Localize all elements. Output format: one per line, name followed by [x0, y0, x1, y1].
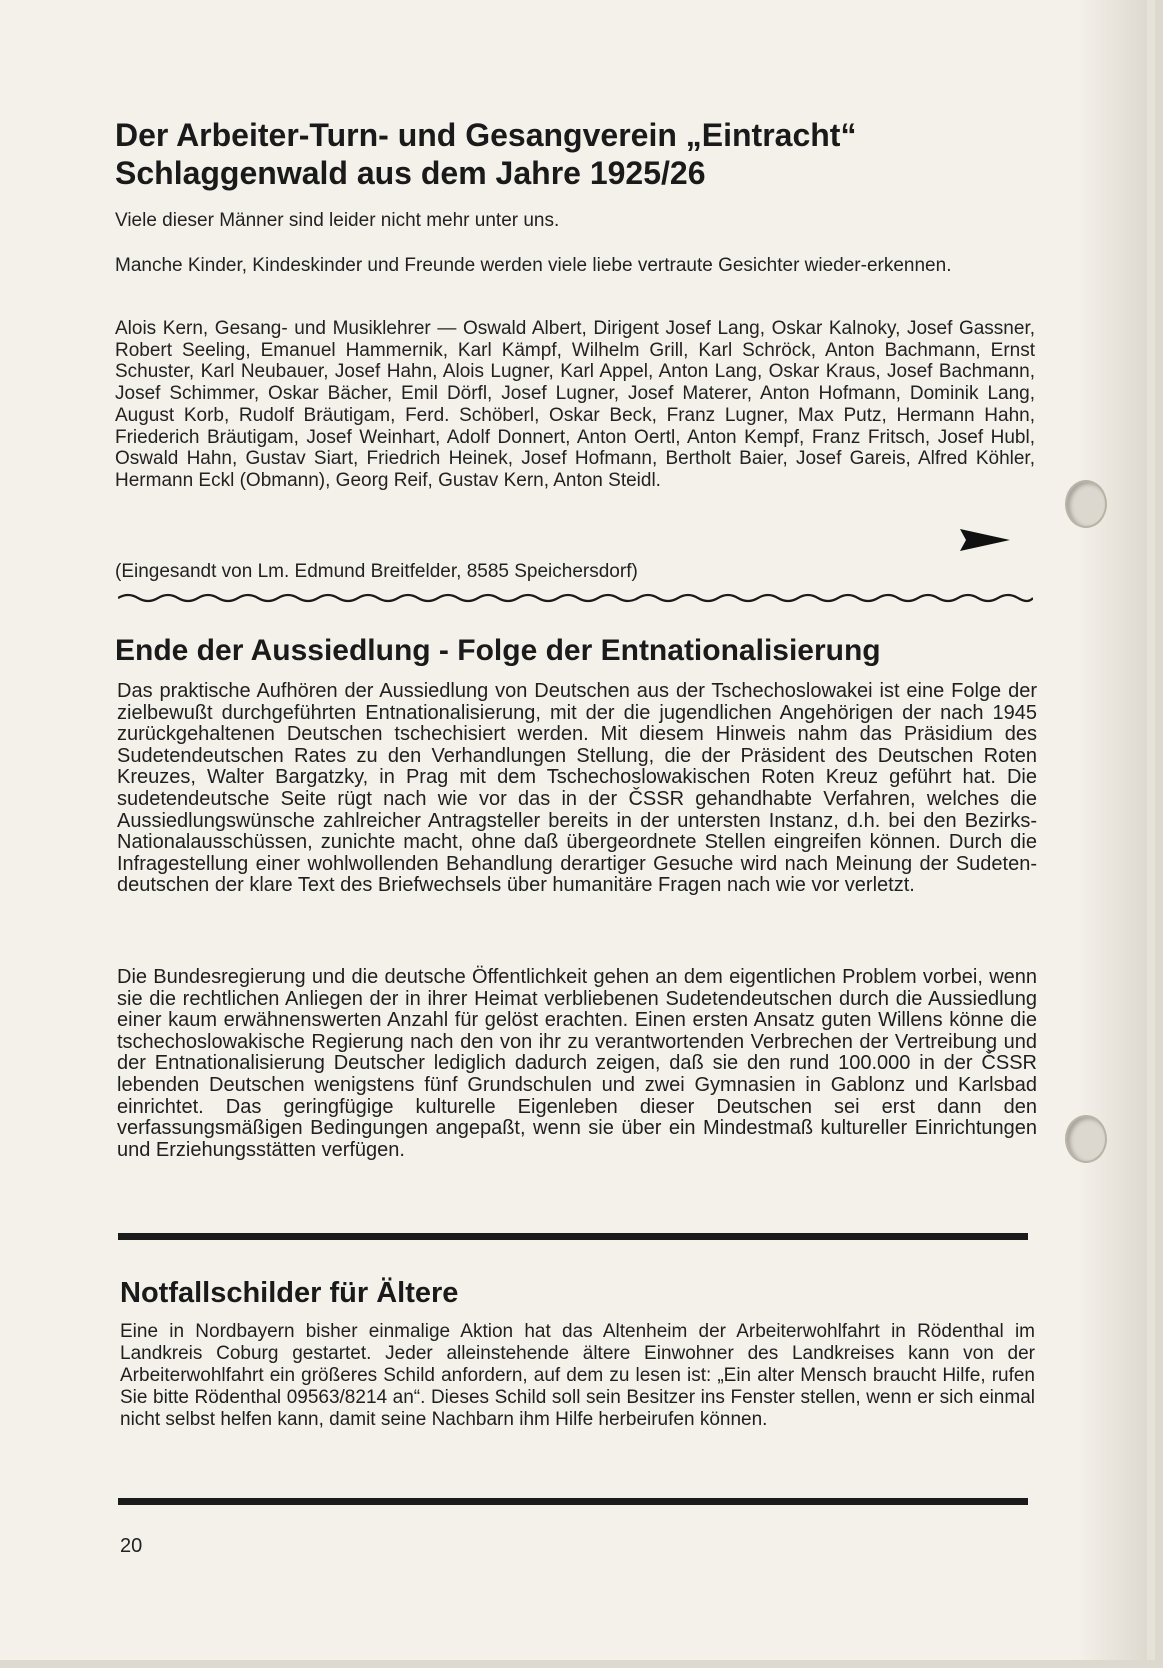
article2-paragraph1: Das praktische Aufhören der Aussiedlung von Deutschen aus der Tschechoslowakei ist eine Folge der zielbewußt durchgeführten Entnationalisierung, mit der die jugendlichen Angehörigen der nach 1945 zurückgehaltenen Deutschen tschechisiert werden. Mit diesem Hinweis nahm das Präsidium des Sudetendeutschen Rates zu den Verhandlungen Stellung, die der Präsident des Deutschen Roten Kreuzes, Walter Bargatzky, in Prag mit dem Tschechoslowakischen Roten Kreuz geführt hat. Die sudetendeutsche Seite rügt nach wie vor das in der ČSSR gehandhabte Verfahren, welches die Aussiedlungswünsche zahlreicher Antragsteller bereits in der untersten Instanz, d.h. bei den Bezirks-Nationalausschüssen, zunichte macht, ohne daß übergeordnete Stellen eingreifen können. Durch die Infragestellung einer wohlwollenden Behandlung derartiger Gesuche wird nach Meinung der Sudeten-deutschen der klare Text des Briefwechsels über humanitäre Fragen nach wie vor verletzt.	[117, 680, 1037, 897]
section-rule-2	[118, 1498, 1028, 1505]
article3-title: Notfallschilder für Ältere	[120, 1277, 459, 1309]
article3-body: Eine in Nordbayern bisher einmalige Aktion hat das Altenheim der Arbeiterwohlfahrt in Rödenthal im Landkreis Coburg gestartet. Jeder alleinstehende ältere Einwohner des Landkreises kann von der Arbeiterwohlfahrt ein größeres Schild anfordern, auf dem zu lesen ist: „Ein alter Mensch braucht Hilfe, rufen Sie bitte Rödenthal 09563/8214 an“. Dieses Schild soll sein Besitzer ins Fenster stellen, wenn er sich einmal nicht selbst helfen kann, damit seine Nachbarn ihm Hilfe herbeirufen können.	[120, 1321, 1035, 1430]
article2-title: Ende der Aussiedlung - Folge der Entnationalisierung	[115, 634, 881, 667]
punch-hole-bottom	[1065, 1115, 1107, 1163]
article1-title-line1: Der Arbeiter-Turn- und Gesangverein „Eintracht“	[115, 117, 857, 153]
continue-arrow-icon	[960, 525, 1010, 555]
article1-intro2: Manche Kinder, Kindeskinder und Freunde werden viele liebe vertraute Gesichter wieder-erkennen.	[115, 255, 952, 276]
article2-paragraph2: Die Bundesregierung und die deutsche Öffentlichkeit gehen an dem eigentlichen Problem vorbei, wenn sie die rechtlichen Anliegen der in ihrer Heimat verbliebenen Sudetendeutschen durch die Aussiedlung einer kaum erwähnenswerten Anzahl für gelöst erachten. Einen ersten Ansatz guten Willens könne die tschechoslowakische Regierung nach den von ihr zu verantwortenden Verbrechen der Vertreibung und der Entnationalisierung Deutscher lediglich dadurch zeigen, daß sie den rund 100.000 in der ČSSR lebenden Deutschen wenigstens fünf Grundschulen und zwei Gymnasien in Gablonz und Karlsbad einrichtet. Das geringfügige kulturelle Eigenleben dieser Deutschen sei erst dann den verfassungsmäßigen Bedingungen angepaßt, wenn sie über ein Mindestmaß kultureller Einrichtungen und Erziehungsstätten verfügen.	[117, 966, 1037, 1161]
page-number: 20	[120, 1535, 143, 1557]
section-rule-1	[118, 1233, 1028, 1240]
wavy-divider	[118, 590, 1033, 606]
article1-names: Alois Kern, Gesang- und Musiklehrer — Oswald Albert, Dirigent Josef Lang, Oskar Kalnoky, Josef Gassner, Robert Seeling, Emanuel Hammernik, Karl Kämpf, Wilhelm Grill, Karl Schröck, Anton Bachmann, Ernst Schuster, Karl Neubauer, Josef Hahn, Alois Lugner, Karl Appel, Anton Lang, Oskar Kraus, Josef Bachmann, Josef Schimmer, Oskar Bächer, Emil Dörfl, Josef Lugner, Josef Materer, Anton Hofmann, Dominik Lang, August Korb, Rudolf Bräutigam, Ferd. Schöberl, Oskar Beck, Franz Lugner, Max Putz, Hermann Hahn, Friederich Bräutigam, Josef Weinhart, Adolf Donnert, Anton Oertl, Anton Kempf, Franz Fritsch, Josef Hubl, Oswald Hahn, Gustav Siart, Friedrich Heinek, Josef Hofmann, Bertholt Baier, Josef Gareis, Alfred Köhler, Hermann Eckl (Obmann), Georg Reif, Gustav Kern, Anton Steidl.	[115, 318, 1035, 491]
article1-intro1: Viele dieser Männer sind leider nicht mehr unter uns.	[115, 210, 560, 231]
article1-source: (Eingesandt von Lm. Edmund Breitfelder, 8585 Speichersdorf)	[115, 561, 638, 582]
page-edge-shadow	[1077, 0, 1147, 1660]
article1-title-line2: Schlaggenwald aus dem Jahre 1925/26	[115, 155, 706, 191]
punch-hole-top	[1065, 480, 1107, 528]
